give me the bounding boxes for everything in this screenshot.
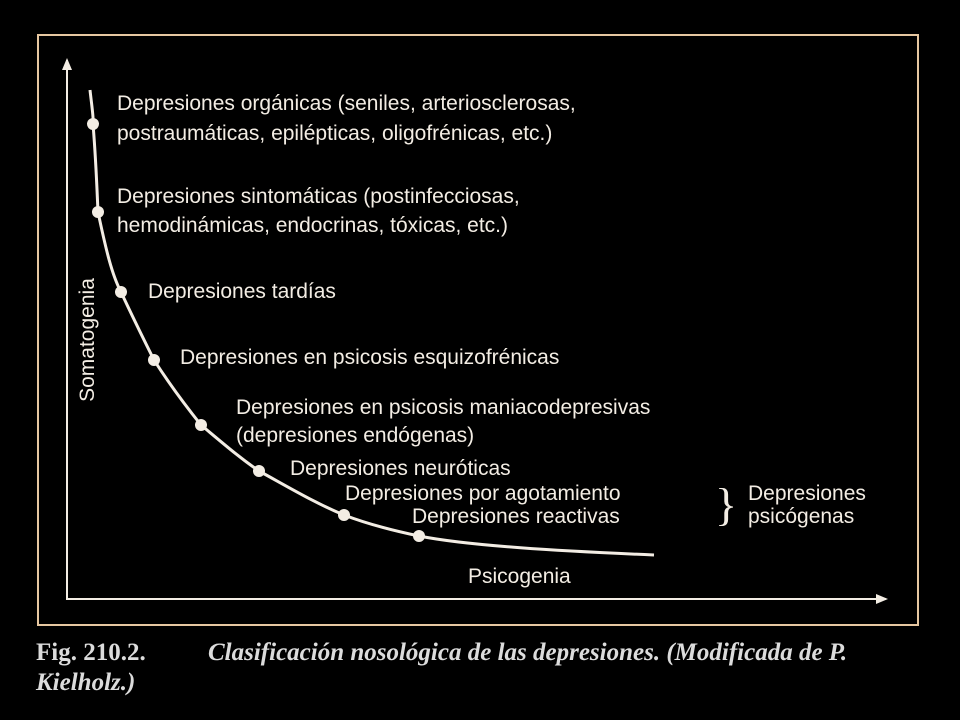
label-sintomaticas-line-1: Depresiones sintomáticas (postinfecciosas, — [117, 185, 520, 208]
label-neuroticas: Depresiones neuróticas — [290, 457, 511, 480]
label-organicas-line-2: postraumáticas, epilépticas, oligofrénicas, etc.) — [117, 122, 553, 145]
label-reactivas: Depresiones reactivas — [412, 505, 620, 528]
label-maniacodepresivas-line-1: Depresiones en psicosis maniacodepresivas — [236, 396, 651, 419]
figure-number: Fig. 210.2. — [36, 639, 146, 666]
label-tardias: Depresiones tardías — [148, 280, 336, 303]
label-agotamiento: Depresiones por agotamiento — [345, 482, 621, 505]
group-label-line-2: psicógenas — [748, 505, 855, 528]
label-sintomaticas-line-2: hemodinámicas, endocrinas, tóxicas, etc.) — [117, 214, 509, 237]
curve-point-maniacodepresivas — [195, 419, 207, 431]
label-maniacodepresivas-line-2: (depresiones endógenas) — [236, 424, 475, 447]
curve-point-organicas — [87, 118, 99, 130]
curve-point-tardias — [115, 286, 127, 298]
group-brace: } — [715, 479, 738, 530]
curve-point-agotamiento — [338, 509, 350, 521]
figure-caption — [36, 638, 936, 698]
curve-point-sintomaticas — [92, 206, 104, 218]
caption-text: Clasificación nosológica de las depresiones. (Modificada de P. Kielholz.) — [36, 639, 848, 696]
y-axis-label: Somatogenia — [76, 278, 99, 402]
curve-point-reactivas — [413, 530, 425, 542]
x-axis-label: Psicogenia — [468, 565, 571, 588]
label-organicas-line-1: Depresiones orgánicas (seniles, arteriosclerosas, — [117, 92, 576, 115]
curve-point-neuroticas — [253, 465, 265, 477]
label-esquizofrenicas: Depresiones en psicosis esquizofrénicas — [180, 346, 560, 369]
group-label-line-1: Depresiones — [748, 482, 866, 505]
curve-point-esquizofrenicas — [148, 354, 160, 366]
